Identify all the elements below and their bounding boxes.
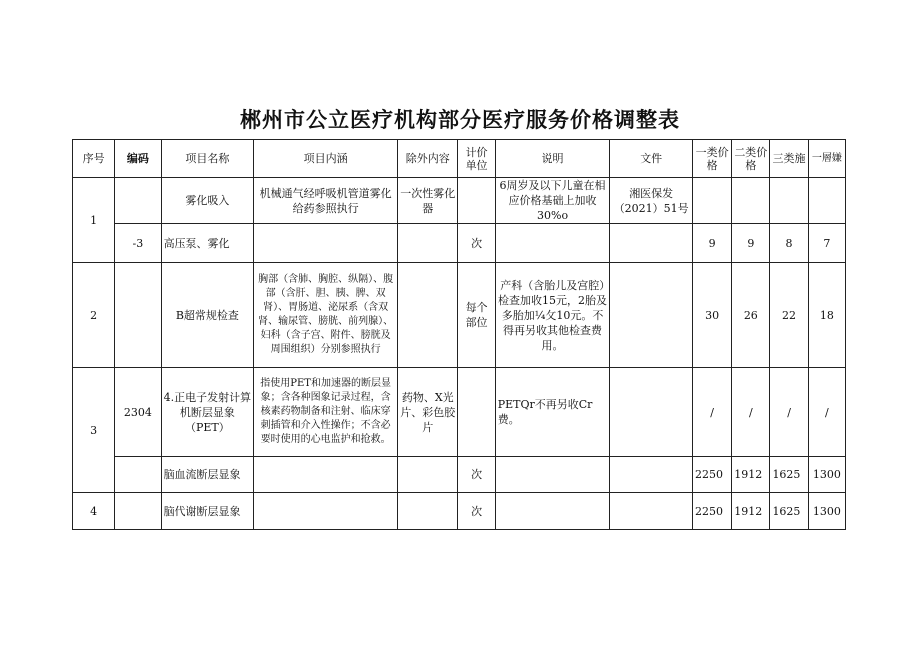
row-seq: 4 [73,493,115,530]
row-price-3: 1625 [770,493,808,530]
header-name: 项目名称 [161,140,254,178]
row-document [610,493,693,530]
row-name: 脑代谢断层显象 [161,493,254,530]
table-row [73,224,846,263]
row-price-1: 2250 [692,493,731,530]
row-document [610,368,693,457]
row-exclusions: 一次性雾化器 [398,178,458,224]
table-row [73,368,846,457]
table-row [73,493,846,530]
header-seq: 序号 [73,140,115,178]
row-price-3: 22 [770,263,808,368]
row-price-2 [732,178,770,224]
row-unit: 次 [458,457,495,493]
page-title: 郴州市公立医疗机构部分医疗服务价格调整表 [240,108,680,132]
header-content: 项目内涵 [254,140,398,178]
row-code [115,493,161,530]
row-content: 胸部（含肺、胸腔、纵隔）、腹部（含肝、胆、胰、脾、双肾）、胃肠道、泌尿系（含双肾、输尿管、膀胱、前列腺）、妇科（含子宫、附件、膀胱及周围组织）分别参照执行 [254,263,398,368]
header-price-class-4: 一層嫌 [808,140,845,178]
header-price-class-2: 二类价格 [732,140,770,178]
row-price-1: 2250 [692,457,731,493]
header-unit: 计价单位 [458,140,495,178]
row-exclusions [398,457,458,493]
row-price-4: 18 [808,263,845,368]
row-name: B超常规检查 [161,263,254,368]
row-name: 雾化吸入 [161,178,254,224]
row-code [115,457,161,493]
row-price-2: 9 [732,224,770,263]
row-document [610,457,693,493]
row-price-4: / [808,368,845,457]
table-row [73,178,846,224]
row-note [495,457,610,493]
row-seq: 1 [73,178,115,263]
row-price-1 [692,178,731,224]
row-code [115,178,161,224]
row-price-2: 26 [732,263,770,368]
row-content [254,493,398,530]
row-note: 产科（含胎儿及宫腔）检查加收15元，2胎及多胎加¼攵10元。不得再另收其他检查费用。 [495,263,610,368]
row-price-1: 9 [692,224,731,263]
row-price-2: / [732,368,770,457]
row-exclusions [398,224,458,263]
row-name: 脑血流断层显象 [161,457,254,493]
table-row [73,263,846,368]
header-document: 文件 [610,140,693,178]
row-price-3: / [770,368,808,457]
row-code: 2304 [115,368,161,457]
row-exclusions: 药物、X光片、彩色胶片 [398,368,458,457]
table-row [73,457,846,493]
price-table [72,139,846,530]
row-unit [458,368,495,457]
row-price-3: 1625 [770,457,808,493]
row-name: 4.正电子发射计算机断层显象（PET） [161,368,254,457]
row-price-4: 7 [808,224,845,263]
row-document: 湘医保发（2021）51号 [610,178,693,224]
header-note: 说明 [495,140,610,178]
row-exclusions [398,263,458,368]
row-content: 指使用PET和加速器的断层显象；含各种图象记录过程，含核素药物制备和注射、临床穿刺插管和介入性操作；不含必要时使用的心电监护和抢救。 [254,368,398,457]
header-row [73,140,846,178]
row-price-2: 1912 [732,493,770,530]
row-price-3 [770,178,808,224]
row-price-1: 30 [692,263,731,368]
row-note: PETQr不再另收Cr费。 [495,368,610,457]
header-exclusions: 除外内容 [398,140,458,178]
row-note [495,224,610,263]
row-code: -3 [115,224,161,263]
row-unit [458,178,495,224]
header-price-class-3: 三类施 [770,140,808,178]
row-code [115,263,161,368]
row-price-4: 1300 [808,493,845,530]
row-content [254,457,398,493]
row-price-1: / [692,368,731,457]
row-name: 高压泵、雾化 [161,224,254,263]
row-seq: 2 [73,263,115,368]
header-price-class-1: 一类价格 [692,140,731,178]
row-content [254,224,398,263]
header-code: 编码 [115,140,161,178]
row-price-4 [808,178,845,224]
row-unit: 次 [458,224,495,263]
row-note [495,493,610,530]
row-price-2: 1912 [732,457,770,493]
row-seq: 3 [73,368,115,493]
row-note: 6周岁及以下儿童在相应价格基础上加收30%o [495,178,610,224]
row-exclusions [398,493,458,530]
row-unit: 每个部位 [458,263,495,368]
row-unit: 次 [458,493,495,530]
row-document [610,224,693,263]
row-price-4: 1300 [808,457,845,493]
row-content: 机械通气经呼吸机管道雾化给药参照执行 [254,178,398,224]
row-price-3: 8 [770,224,808,263]
row-document [610,263,693,368]
